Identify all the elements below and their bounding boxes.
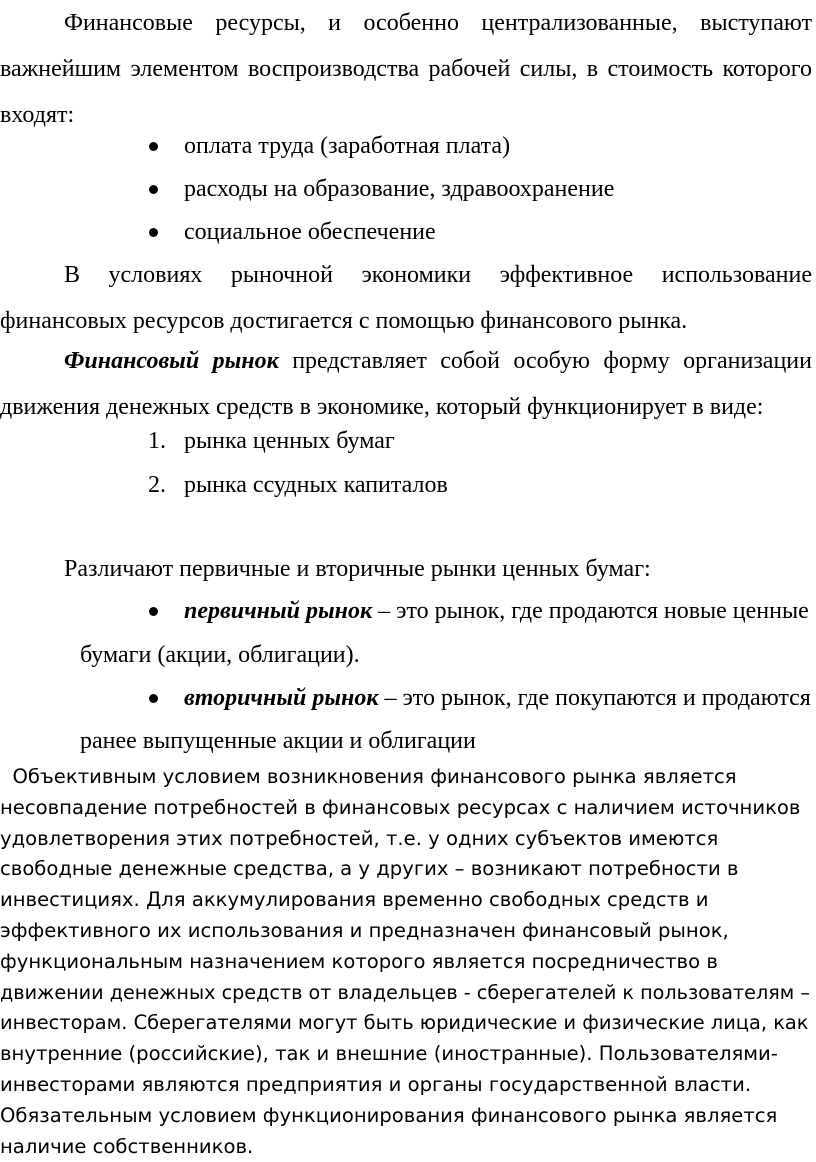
list-item-text: рынка ценных бумаг bbox=[184, 428, 395, 454]
market-term: вторичный рынок bbox=[184, 685, 379, 711]
text-line: удовлетворения этих потребностей, т.е. у одних субъектов имеются bbox=[0, 826, 719, 850]
list-item bbox=[0, 418, 816, 464]
list-item bbox=[0, 588, 816, 634]
list-item-continuation bbox=[0, 718, 816, 764]
text-line: внутренние (российские), так и внешние (иностранные). Пользователями- bbox=[0, 1042, 778, 1066]
list-item bbox=[0, 123, 816, 169]
text-line: свободные денежные средства, а у других – возникают потребности в bbox=[0, 857, 739, 881]
list-number: 1. bbox=[148, 428, 166, 454]
list-item-text: оплата труда (заработная плата) bbox=[184, 133, 511, 159]
definition-term: Финансовый рынок bbox=[64, 348, 279, 374]
list-number: 2. bbox=[148, 472, 166, 498]
securities-intro: Различают первичные и вторичные рынки ценных бумаг: bbox=[64, 556, 651, 582]
bullet-icon bbox=[149, 228, 158, 237]
text-line: Обязательным условием функционирования финансового рынка является bbox=[0, 1103, 778, 1127]
market-definition: – это рынок, где покупаются и продаются bbox=[378, 685, 811, 711]
list-item-text: рынка ссудных капиталов bbox=[184, 472, 448, 498]
text-line: наличие собственников. bbox=[0, 1134, 254, 1158]
list-item bbox=[0, 166, 816, 212]
list-item-text bbox=[184, 675, 811, 721]
list-item-text: расходы на образование, здравоохранение bbox=[184, 176, 615, 202]
definition-paragraph bbox=[0, 338, 812, 430]
intro-paragraph: Финансовые ресурсы, и особенно централизованные, выступают важнейшим элементом воспроизводства рабочей силы, в стоимость которого входят: bbox=[0, 10, 812, 128]
text-line: Объективным условием возникновения финансового рынка является bbox=[0, 765, 737, 788]
market-economy-paragraph: В условиях рыночной экономики эффективное использование финансовых ресурсов достигается с помощью финансового рынка. bbox=[0, 262, 812, 334]
list-item-text: бумаги (акции, облигации). bbox=[80, 642, 360, 668]
text-line: инвесторам. Сберегателями могут быть юридические и физические лица, как bbox=[0, 1011, 809, 1035]
text-line: несовпадение потребностей в финансовых ресурсах с наличием источников bbox=[0, 795, 801, 819]
bullet-icon bbox=[149, 694, 158, 703]
text-line: функциональным назначением которого является посредничество в bbox=[0, 949, 718, 973]
list-item bbox=[0, 209, 816, 255]
bullet-icon bbox=[149, 607, 158, 616]
list-item-text: социальное обеспечение bbox=[184, 219, 436, 245]
bullet-icon bbox=[149, 142, 158, 151]
definition-text: представляет собой особую форму организации движения денежных средств в экономике, который функционирует в виде: bbox=[0, 348, 812, 420]
text-line: эффективного их использования и предназначен финансовый рынок, bbox=[0, 918, 729, 942]
bullet-icon bbox=[149, 185, 158, 194]
text-line: движении денежных средств от владельцев - сберегателей к пользователям – bbox=[0, 980, 810, 1004]
text-line: инвестициях. Для аккумулирования временно свободных средств и bbox=[0, 888, 709, 912]
list-item-continuation bbox=[0, 632, 816, 678]
list-item bbox=[0, 462, 816, 508]
market-definition: – это рынок, где продаются новые ценные bbox=[372, 598, 809, 624]
list-item bbox=[0, 675, 816, 721]
list-item-text bbox=[184, 588, 809, 634]
text-line: инвесторами являются предприятия и органы государственной власти. bbox=[0, 1072, 752, 1096]
conclusion-paragraph bbox=[0, 762, 812, 1162]
market-term: первичный рынок bbox=[184, 598, 373, 624]
list-item-text: ранее выпущенные акции и облигации bbox=[80, 728, 476, 754]
